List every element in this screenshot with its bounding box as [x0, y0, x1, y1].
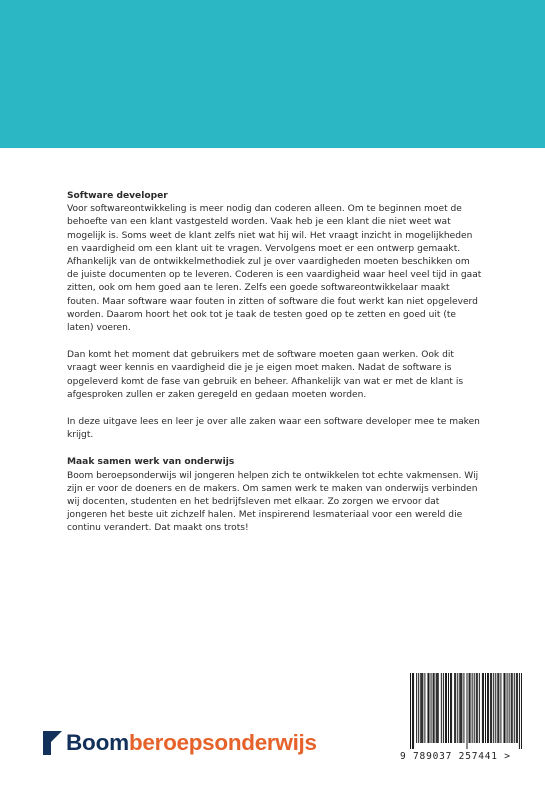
barcode-bar — [519, 673, 520, 749]
barcode-bar — [441, 673, 442, 743]
barcode-bar — [487, 673, 488, 743]
barcode-bar — [451, 673, 452, 743]
barcode-bar — [448, 673, 449, 743]
barcode-bar — [495, 673, 496, 743]
barcode-bar — [454, 673, 455, 743]
barcode-bar — [476, 673, 477, 743]
barcode-bar — [472, 673, 473, 743]
barcode-bar — [450, 673, 451, 743]
section-heading-software-developer: Software developer — [67, 191, 168, 201]
barcode-bar — [479, 673, 480, 743]
barcode-bar — [517, 673, 518, 743]
barcode-bar — [521, 673, 522, 749]
barcode-bar — [485, 673, 486, 743]
barcode-bar — [483, 673, 484, 743]
barcode-bar — [482, 673, 483, 743]
boom-flag-icon — [43, 731, 62, 755]
barcode-bar — [445, 673, 446, 743]
barcode-bar — [488, 673, 489, 743]
barcode-bar — [436, 673, 437, 743]
barcode-bar — [509, 673, 510, 743]
intro-paragraph — [67, 190, 482, 335]
barcode-bar — [418, 673, 419, 743]
barcode-bar — [511, 673, 512, 743]
barcode-bar — [514, 673, 515, 743]
barcode-bar — [438, 673, 439, 743]
barcode-bar — [424, 673, 425, 743]
barcode-bar — [491, 673, 492, 743]
barcode-bar — [461, 673, 462, 743]
barcode-bar — [505, 673, 506, 743]
barcode-bar — [446, 673, 447, 743]
barcode-bar — [497, 673, 498, 743]
barcode-bar — [410, 673, 411, 749]
barcode-bar — [443, 673, 444, 743]
barcode-bar — [469, 673, 470, 743]
publisher-body: Boom beroepsonderwijs wil jongeren helpen zich te ontwikkelen tot echte vakmensen. Wij zijn er voor de doeners en de makers. Om samen werk te maken van onderwijs verbinden wij docenten, studenten en het bedrijfsleven met elkaar. Zo zorgen we ervoor dat jongeren het beste uit zichzelf halen. Met inspirerend lesmateriaal voor een wereld die continu verandert. Dat maakt ons trots! — [67, 470, 479, 534]
barcode-bar — [412, 673, 413, 749]
barcode-bar — [512, 673, 513, 743]
back-cover-text — [67, 190, 482, 550]
barcode-bar — [427, 673, 428, 743]
publisher-paragraph — [67, 456, 482, 535]
barcode-bar — [413, 673, 414, 749]
logo-word-boom: Boom — [66, 730, 129, 755]
barcode-bar — [463, 673, 464, 743]
barcode-bar — [477, 673, 478, 743]
barcode-bar — [460, 673, 461, 743]
barcode-bar — [420, 673, 421, 743]
barcode-bar — [421, 673, 422, 743]
barcode-bar — [455, 673, 456, 743]
barcode-bar — [498, 673, 499, 743]
publisher-logo — [43, 730, 317, 756]
barcode-bar — [504, 673, 505, 743]
barcode-bar — [437, 673, 438, 743]
barcode-bar — [434, 673, 435, 743]
usage-paragraph: Dan komt het moment dat gebruikers met de software moeten gaan werken. Ook dit vraagt weer kennis en vaardigheid die je je eigen moet maken. Nadat de software is opgeleverd komt de fase van gebruik en beheer. Afhankelijk van wat er met de klant is afgesproken zullen er zaken geregeld en gedaan moeten worden. — [67, 350, 464, 400]
barcode-bar — [422, 673, 423, 743]
barcode-bar — [416, 673, 417, 743]
barcode-bar — [490, 673, 491, 743]
isbn-barcode — [400, 673, 527, 767]
cover-color-band — [0, 0, 545, 148]
barcode-bar — [457, 673, 458, 743]
barcode-bar — [500, 673, 501, 743]
barcode-bar — [507, 673, 508, 743]
barcode-bars — [410, 673, 522, 749]
barcode-bar — [470, 673, 471, 743]
barcode-bar — [459, 673, 460, 743]
barcode-bar — [474, 673, 475, 743]
barcode-bar — [433, 673, 434, 743]
barcode-bar — [429, 673, 430, 743]
barcode-bar — [431, 673, 432, 743]
barcode-bar — [493, 673, 494, 743]
barcode-bar — [467, 673, 468, 749]
barcode-bar — [516, 673, 517, 743]
intro-body: Voor softwareontwikkeling is meer nodig dan coderen alleen. Om te beginnen moet de behoefte van een klant vastgesteld worden. Vaak heb je een klant die niet weet wat mogelijk is. Soms weet de klant zelfs niet wat hij wil. Het vraagt inzicht in mogelijkheden en vaardigheid om een klant uit te vragen. Vervolgens moet er een ontwerp gemaakt. Afhankelijk van de ontwikkelmethodiek zul je over vaardigheden moeten beschikken om de juiste documenten op te leveren. Coderen is een vaardigheid waar heel veel tijd in gaat zitten, ook om hem goed aan te leren. Zelfs een goede softwareontwikkelaar maakt fouten. Maar software waar fouten in zitten of software die fout werkt kan niet opgeleverd worden. Daarom hoort het ook tot je taak de testen goed op te zetten en goed uit (te laten) voeren. — [67, 204, 482, 334]
section-heading-onderwijs: Maak samen werk van onderwijs — [67, 457, 235, 468]
logo-word-beroepsonderwijs: beroepsonderwijs — [128, 730, 317, 755]
summary-paragraph: In deze uitgave lees en leer je over alle zaken waar een software developer mee te maken krijgt. — [67, 417, 480, 441]
isbn-number: 9 789037 257441 > — [400, 751, 511, 762]
